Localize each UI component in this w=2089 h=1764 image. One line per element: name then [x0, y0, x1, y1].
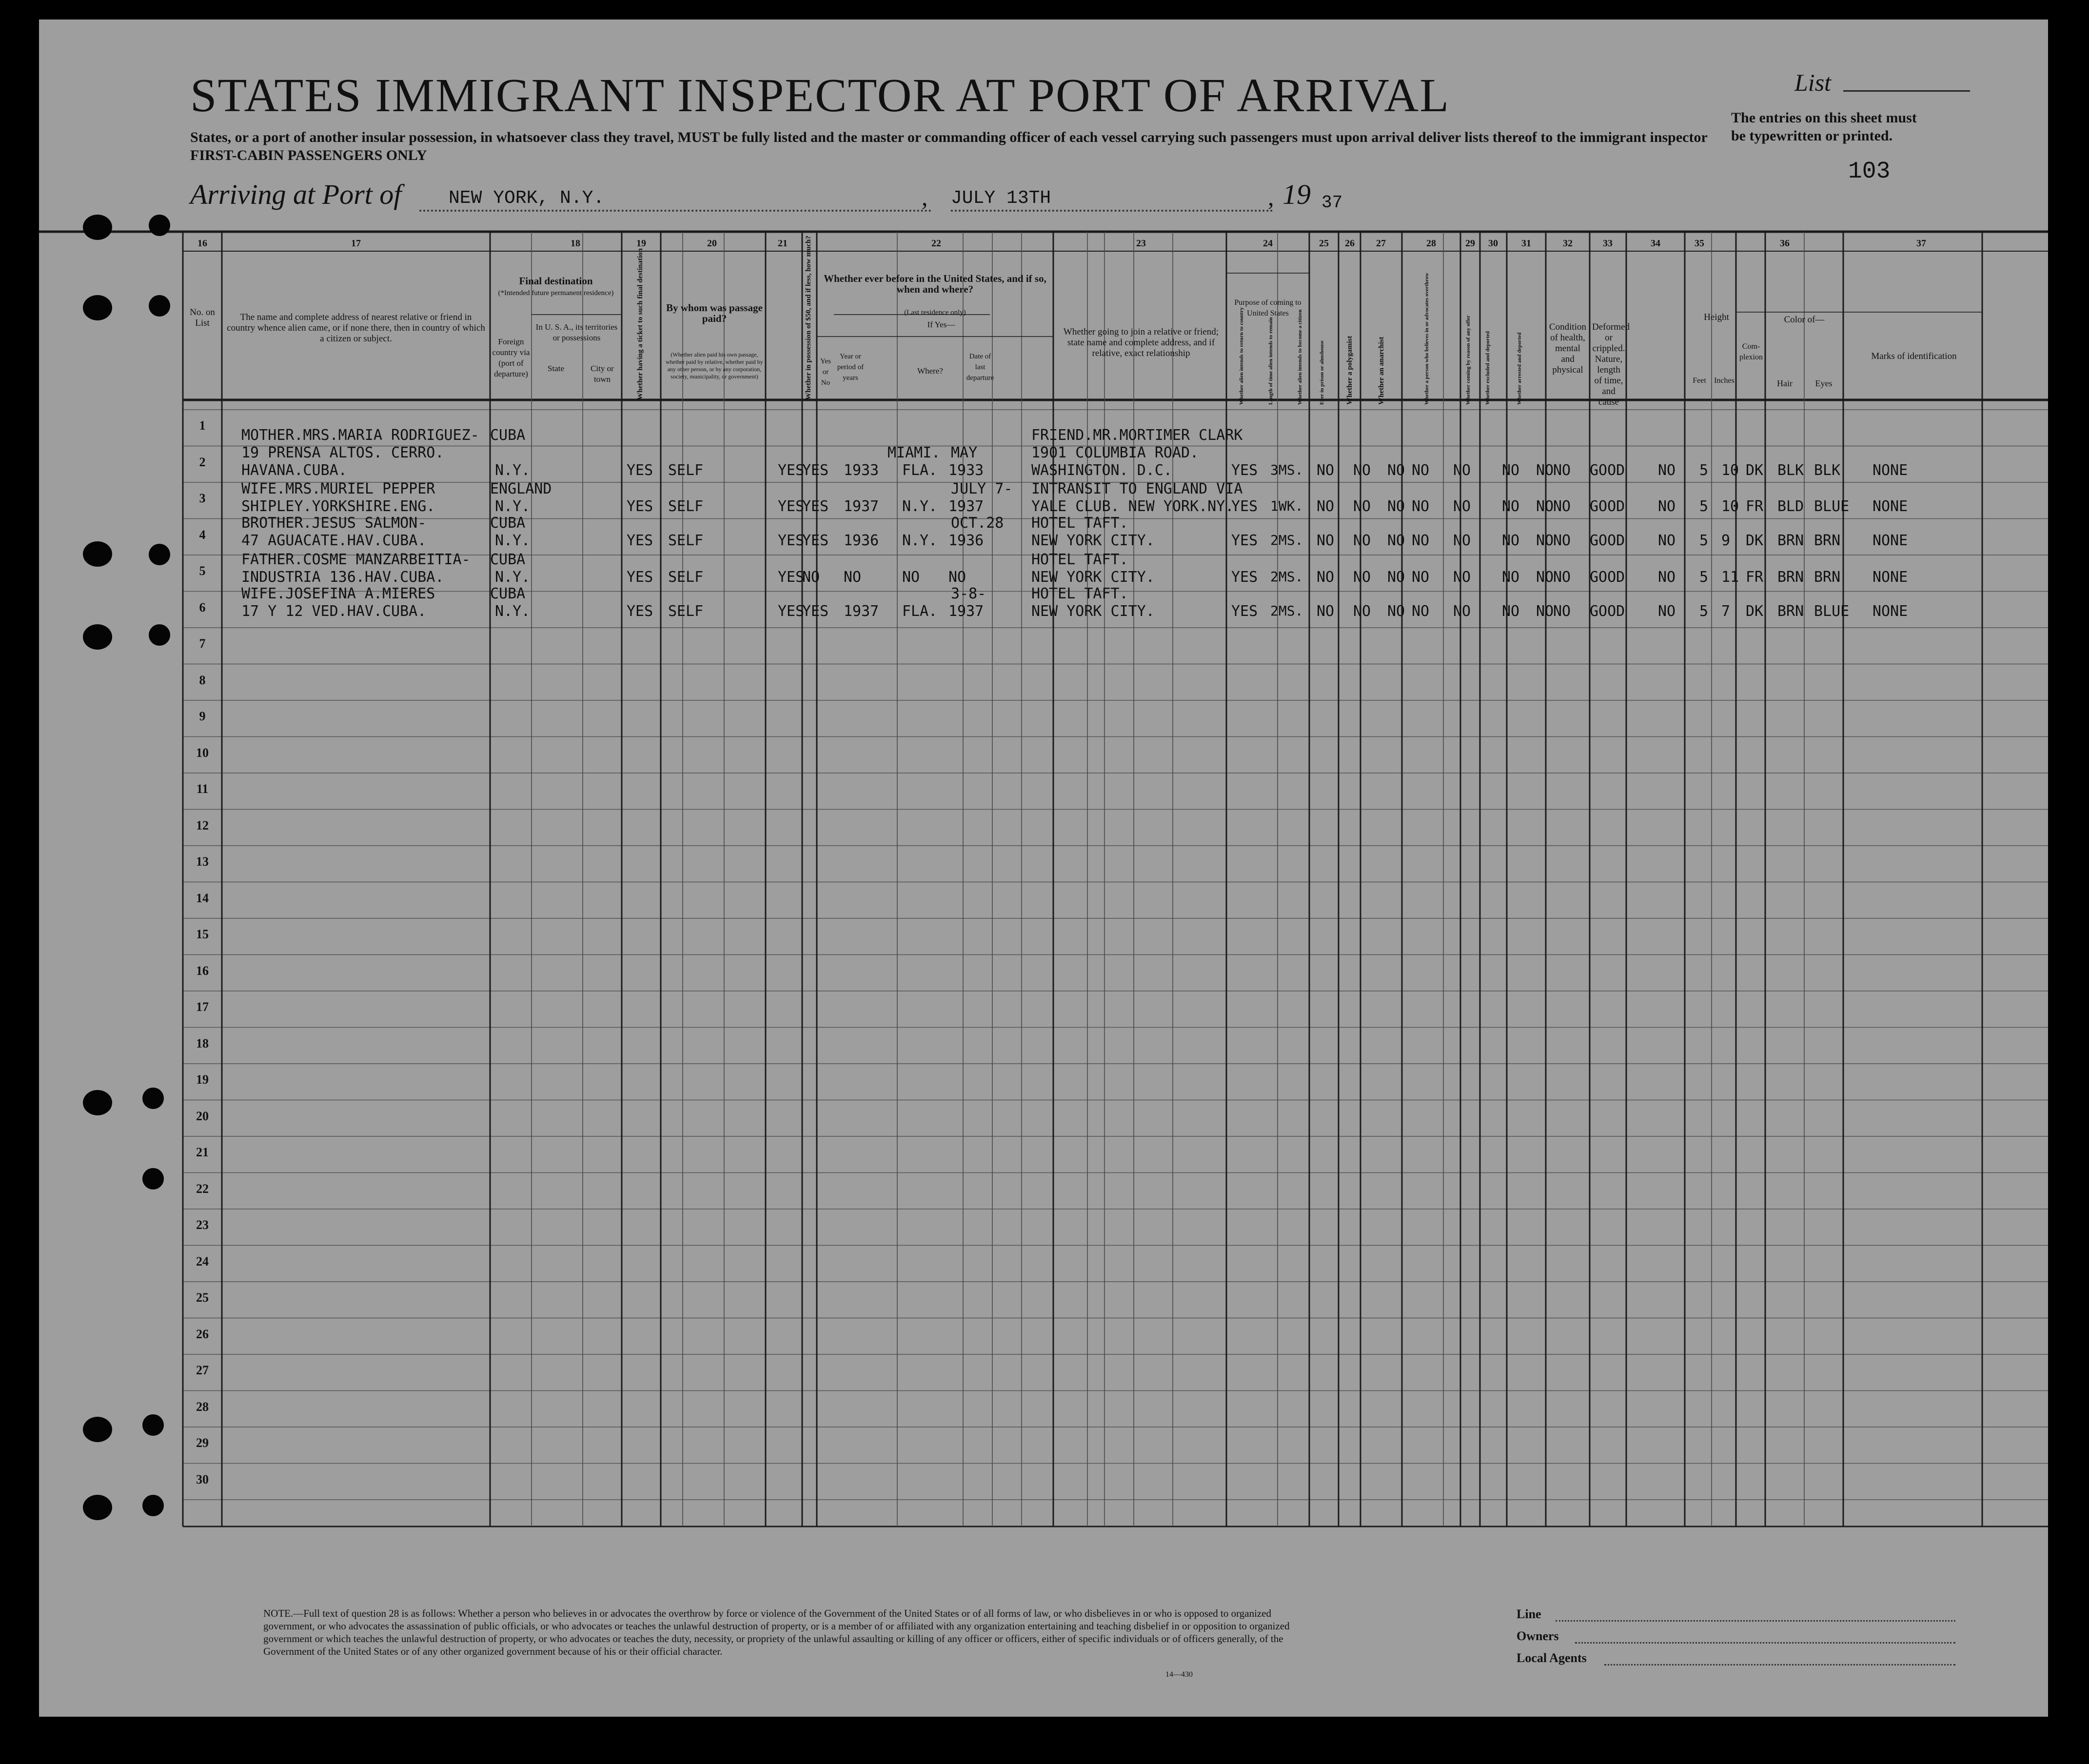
- cell-text: BRN: [1777, 532, 1804, 549]
- header-c35: Com-plexion: [1739, 342, 1763, 361]
- cell-text: NO: [1553, 532, 1571, 549]
- row-number: 22: [196, 1181, 209, 1196]
- cell-text: N.Y.: [902, 532, 938, 549]
- cell-text: NO: [1453, 462, 1471, 479]
- owners-dotted-field: [1575, 1642, 1955, 1644]
- cell-text: NO: [1536, 569, 1554, 586]
- cell-text: FRIEND.MR.MORTIMER CLARK: [1031, 427, 1243, 444]
- cell-text: BLD: [1777, 498, 1804, 515]
- row-number: 30: [196, 1472, 209, 1487]
- cell-text: 5: [1699, 462, 1709, 479]
- cell-text: DK: [1746, 603, 1764, 620]
- cell-text: GOOD: [1590, 498, 1625, 515]
- cell-text: WIFE.JOSEFINA A.MIERES: [241, 585, 435, 602]
- column-number-30: 30: [1488, 238, 1498, 249]
- cell-text: 1937: [948, 603, 984, 620]
- cell-text: MAY: [951, 444, 978, 461]
- row-number: 5: [199, 564, 206, 578]
- column-number-19: 19: [636, 238, 646, 249]
- column-number-25: 25: [1319, 238, 1329, 249]
- cell-text: NO: [1387, 603, 1405, 620]
- cell-text: SELF: [668, 532, 704, 549]
- cell-text: 1937: [948, 498, 984, 515]
- cell-text: NO: [1453, 603, 1471, 620]
- header-c22-sub: (Last residence only): [904, 309, 966, 317]
- cell-text: BLUE: [1814, 498, 1850, 515]
- row-number: 12: [196, 818, 209, 832]
- row-number: 3: [199, 491, 206, 505]
- header-c22-ifyes: If Yes—: [927, 320, 955, 329]
- cell-text: SELF: [668, 462, 704, 479]
- cell-text: NONE: [1872, 603, 1908, 620]
- row-number: 4: [199, 527, 206, 542]
- row-number: 13: [196, 854, 209, 869]
- header-c24-a: Whether alien intends to return to country: [1239, 307, 1244, 405]
- header-c32: Condition of health, mental and physical: [1549, 322, 1586, 375]
- cell-text: NO: [1658, 498, 1676, 515]
- header-c20: By whom was passage paid?: [666, 302, 763, 324]
- cell-text: NO: [1387, 569, 1405, 586]
- header-c34: Height: [1704, 312, 1729, 322]
- cell-text: HOTEL TAFT.: [1031, 515, 1128, 532]
- cell-text: 17 Y 12 VED.HAV.CUBA.: [241, 603, 427, 620]
- cell-text: NO: [902, 569, 920, 586]
- cell-text: 5: [1699, 498, 1709, 515]
- cell-text: GOOD: [1590, 569, 1625, 586]
- cell-text: NEW YORK CITY.: [1031, 569, 1155, 586]
- list-label: List: [1794, 69, 1832, 96]
- cell-text: YES: [627, 462, 653, 479]
- cell-text: 1937: [844, 498, 879, 515]
- cell-text: 11: [1721, 569, 1739, 586]
- cell-text: NONE: [1872, 569, 1908, 586]
- cell-text: SELF: [668, 569, 704, 586]
- cell-text: 10: [1721, 462, 1739, 479]
- cell-text: YES: [802, 498, 829, 515]
- cell-text: FR: [1746, 569, 1764, 586]
- cell-text: NO: [1658, 603, 1676, 620]
- cell-text: 1936: [948, 532, 984, 549]
- header-c25: Ever in prison or almshouse: [1319, 340, 1325, 405]
- column-number-35: 35: [1695, 238, 1704, 249]
- row-number: 23: [196, 1218, 209, 1232]
- cell-text: NO: [802, 569, 820, 586]
- cell-text: 5: [1699, 569, 1709, 586]
- cell-text: NO: [1412, 603, 1430, 620]
- page-title: STATES IMMIGRANT INSPECTOR AT PORT OF ARRIVAL: [190, 69, 1450, 122]
- cell-text: NO: [1412, 569, 1430, 586]
- cell-text: NO: [1502, 569, 1520, 586]
- cell-text: 1936: [844, 532, 879, 549]
- cell-text: YALE CLUB. NEW YORK.NY.: [1031, 498, 1234, 515]
- binder-hole: [149, 215, 170, 236]
- cell-text: SELF: [668, 498, 704, 515]
- row-number: 9: [199, 709, 206, 723]
- header-c23: Whether going to join a relative or friend; state name and complete address, and if relative, exact relationship: [1063, 327, 1219, 358]
- header-c18-usa: In U. S. A., its territories or possessions: [535, 322, 618, 342]
- header-c22-yesno: Yes or No: [820, 357, 831, 387]
- header-c22-where: Where?: [917, 366, 943, 376]
- owners-label: Owners: [1517, 1629, 1559, 1643]
- column-number-22: 22: [931, 238, 941, 249]
- cell-text: NO: [1317, 569, 1335, 586]
- cell-text: N.Y.: [495, 498, 531, 515]
- cell-text: DK: [1746, 462, 1764, 479]
- typewritten-note-line-1: The entries on this sheet must: [1731, 110, 1917, 126]
- cell-text: GOOD: [1590, 603, 1625, 620]
- column-number-31: 31: [1521, 238, 1531, 249]
- row-number: 25: [196, 1290, 209, 1305]
- cell-text: YES: [1231, 603, 1258, 620]
- cell-text: BRN: [1814, 532, 1841, 549]
- column-number-29: 29: [1465, 238, 1475, 249]
- cell-text: NO: [1353, 498, 1371, 515]
- column-number-26: 26: [1345, 238, 1355, 249]
- cell-text: YES: [627, 569, 653, 586]
- cell-text: ENGLAND: [490, 480, 552, 497]
- row-number: 7: [199, 636, 206, 651]
- cell-text: NONE: [1872, 462, 1908, 479]
- row-number: 15: [196, 927, 209, 941]
- header-c27: Whether an anarchist: [1378, 337, 1385, 405]
- row-number: 14: [196, 891, 209, 905]
- cell-text: 1933: [948, 462, 984, 479]
- list-number: 103: [1848, 159, 1891, 185]
- cell-text: NO: [1387, 532, 1405, 549]
- cell-text: NO: [1536, 462, 1554, 479]
- cell-text: NO: [1353, 603, 1371, 620]
- arriving-label: Arriving at Port of: [190, 178, 402, 210]
- column-number-34: 34: [1651, 238, 1660, 249]
- subtitle-line-2: FIRST-CABIN PASSENGERS ONLY: [190, 147, 427, 163]
- header-c20-sub: (Whether alien paid his own passage, whether paid by relative, whether paid by any other person, or by any corporation, society, municipality, or government): [666, 351, 763, 380]
- column-number-23: 23: [1136, 238, 1146, 249]
- row-number: 17: [196, 1000, 209, 1014]
- year-suffix: 37: [1321, 193, 1343, 213]
- cell-text: NO: [1387, 498, 1405, 515]
- cell-text: 5: [1699, 532, 1709, 549]
- column-number-33: 33: [1603, 238, 1613, 249]
- header-c18-city: City or town: [591, 364, 614, 384]
- binder-hole: [83, 541, 112, 567]
- cell-text: YES: [1231, 498, 1258, 515]
- row-number: 27: [196, 1363, 209, 1377]
- cell-text: 3-8-: [951, 585, 986, 602]
- column-number-37: 37: [1916, 238, 1926, 249]
- cell-text: NO: [1502, 532, 1520, 549]
- header-c36: Color of—: [1784, 315, 1825, 325]
- arrival-date: JULY 13TH: [951, 188, 1051, 209]
- cell-text: YES: [778, 603, 805, 620]
- binder-hole: [142, 1168, 164, 1189]
- cell-text: 7: [1721, 603, 1731, 620]
- column-number-24: 24: [1263, 238, 1273, 249]
- cell-text: BLK: [1814, 462, 1841, 479]
- cell-text: HAVANA.CUBA.: [241, 462, 347, 479]
- binder-hole: [83, 295, 112, 320]
- header-c24-c: Whether alien intends to become a citizen: [1297, 309, 1303, 405]
- cell-text: YES: [802, 603, 829, 620]
- header-c30: Whether excluded and deported: [1485, 331, 1491, 405]
- cell-text: NO: [1658, 569, 1676, 586]
- cell-text: YES: [778, 462, 805, 479]
- cell-text: NO: [1317, 498, 1335, 515]
- column-number-36: 36: [1780, 238, 1790, 249]
- cell-text: WASHINGTON. D.C.: [1031, 462, 1172, 479]
- cell-text: N.Y.: [495, 462, 531, 479]
- cell-text: GOOD: [1590, 532, 1625, 549]
- cell-text: INDUSTRIA 136.HAV.CUBA.: [241, 569, 444, 586]
- row-number: 24: [196, 1254, 209, 1268]
- cell-text: 47 AGUACATE.HAV.CUBA.: [241, 532, 427, 549]
- form-number: 14—430: [1165, 1670, 1193, 1679]
- cell-text: HOTEL TAFT.: [1031, 585, 1128, 602]
- cell-text: YES: [802, 532, 829, 549]
- cell-text: NEW YORK CITY.: [1031, 532, 1155, 549]
- column-number-20: 20: [707, 238, 717, 249]
- cell-text: CUBA: [490, 551, 526, 568]
- cell-text: NO: [1553, 603, 1571, 620]
- column-number-21: 21: [778, 238, 788, 249]
- row-number: 19: [196, 1072, 209, 1087]
- column-number-18: 18: [571, 238, 580, 249]
- cell-text: SELF: [668, 603, 704, 620]
- cell-text: DK: [1746, 532, 1764, 549]
- header-c22-date: Date of last departure: [966, 353, 994, 382]
- row-number: 2: [199, 455, 206, 469]
- row-number: 11: [196, 782, 209, 796]
- cell-text: HOTEL TAFT.: [1031, 551, 1128, 568]
- header-c18-state: State: [548, 364, 564, 373]
- header-c33: Deformed or crippled. Nature, length of time, and cause: [1592, 322, 1630, 407]
- question-28-note: NOTE.—Full text of question 28 is as follows: Whether a person who believes in or advocates the overthrow by force or violence of the Government of the United States or of all forms of law, or who disbelieves in or who is opposed to organized government, or who advocates the assassination of public officials, or who advocates or teaches the unlawful destruction of property, or is a member of or affiliated with any organization entertaining and teaching disbelief in or opposition to organized government or which teaches the unlawful destruction of property, or who advocates or teaches the duty, necessity, or propriety of the unlawful assaulting or killing of any officer or officers, either of specific individuals or of officers generally, of the Government of the United States or of any other organized government because of his or their official character.: [263, 1607, 1290, 1657]
- cell-text: NO: [1536, 603, 1554, 620]
- cell-text: WIFE.MRS.MURIEL PEPPER: [241, 480, 435, 497]
- row-number: 1: [199, 418, 206, 433]
- header-c36-eyes: Eyes: [1815, 378, 1833, 388]
- row-number: 21: [196, 1145, 209, 1159]
- cell-text: YES: [778, 498, 805, 515]
- cell-text: NO: [1353, 569, 1371, 586]
- port-value: NEW YORK, N.Y.: [449, 188, 605, 209]
- cell-text: NO: [1536, 532, 1554, 549]
- header-c22: Whether ever before in the United States, and if so, when and where?: [824, 273, 1046, 295]
- header-c24: Purpose of coming to United States: [1234, 298, 1301, 317]
- cell-text: INTRANSIT TO ENGLAND VIA: [1031, 480, 1243, 497]
- row-number: 29: [196, 1436, 209, 1450]
- cell-text: 1WK.: [1270, 498, 1303, 514]
- cell-text: MIAMI.: [887, 444, 941, 461]
- cell-text: NO: [1502, 603, 1520, 620]
- binder-hole: [83, 215, 112, 240]
- row-number: 26: [196, 1327, 209, 1341]
- binder-hole: [142, 1495, 164, 1516]
- comma-separator: ,: [1268, 183, 1274, 211]
- header-c29: Whether coming by reason of any offer: [1465, 315, 1471, 405]
- row-number: 28: [196, 1399, 209, 1414]
- row-number: 20: [196, 1109, 209, 1123]
- cell-text: YES: [627, 532, 653, 549]
- cell-text: N.Y.: [902, 498, 938, 515]
- header-c24-b: Length of time alien intends to remain: [1268, 317, 1274, 405]
- binder-hole: [83, 1090, 112, 1115]
- header-c36-hair: Hair: [1777, 378, 1793, 388]
- row-number: 16: [196, 963, 209, 978]
- cell-text: OCT.28: [951, 515, 1004, 532]
- cell-text: BROTHER.JESUS SALMON-: [241, 515, 427, 532]
- cell-text: NO: [1502, 498, 1520, 515]
- row-number: 8: [199, 673, 206, 687]
- cell-text: 19 PRENSA ALTOS. CERRO.: [241, 444, 444, 461]
- cell-text: NO: [1412, 532, 1430, 549]
- cell-text: NO: [1387, 462, 1405, 479]
- cell-text: NO: [1453, 569, 1471, 586]
- header-c19: Whether having a ticket to such final destination: [636, 248, 644, 400]
- line-dotted-field: [1556, 1620, 1955, 1622]
- row-number: 10: [196, 745, 209, 760]
- local-agents-label: Local Agents: [1517, 1651, 1587, 1665]
- cell-text: N.Y.: [495, 569, 531, 586]
- header-c26: Whether a polygamist: [1346, 336, 1354, 405]
- cell-text: 2MS.: [1270, 569, 1303, 585]
- cell-text: 2MS.: [1270, 603, 1303, 619]
- agents-dotted-field: [1604, 1664, 1955, 1665]
- header-c34-feet: Feet: [1693, 377, 1706, 385]
- cell-text: NO: [1412, 498, 1430, 515]
- cell-text: FLA.: [902, 462, 938, 479]
- cell-text: NO: [1317, 532, 1335, 549]
- column-number-28: 28: [1426, 238, 1436, 249]
- cell-text: YES: [627, 603, 653, 620]
- header-c17: The name and complete address of nearest relative or friend in country whence alien came, or if none there, then in country of which a citizen or subject.: [227, 312, 485, 344]
- binder-hole: [142, 1088, 164, 1109]
- cell-text: 5: [1699, 603, 1709, 620]
- cell-text: 3MS.: [1270, 462, 1303, 478]
- cell-text: BRN: [1777, 603, 1804, 620]
- cell-text: FR: [1746, 498, 1764, 515]
- cell-text: 1933: [844, 462, 879, 479]
- binder-hole: [83, 624, 112, 650]
- column-number-32: 32: [1563, 238, 1573, 249]
- header-c31: Whether arrested and deported: [1517, 332, 1522, 405]
- year-prefix: 19: [1282, 178, 1311, 210]
- cell-text: NO: [1658, 462, 1676, 479]
- cell-text: YES: [1231, 569, 1258, 586]
- cell-text: N.Y.: [495, 532, 531, 549]
- header-c18: Final destination: [519, 275, 593, 287]
- column-number-16: 16: [197, 238, 207, 249]
- cell-text: N.Y.: [495, 603, 531, 620]
- cell-text: 9: [1721, 532, 1731, 549]
- column-number-17: 17: [351, 238, 361, 249]
- cell-text: FLA.: [902, 603, 938, 620]
- cell-text: YES: [778, 569, 805, 586]
- header-c21: Whether in possession of $50, and if less, how much?: [805, 236, 812, 400]
- binder-hole: [142, 1414, 164, 1436]
- cell-text: NO: [1453, 498, 1471, 515]
- cell-text: NO: [1317, 462, 1335, 479]
- header-c37: Marks of identification: [1871, 351, 1957, 361]
- cell-text: 2MS.: [1270, 532, 1303, 548]
- cell-text: CUBA: [490, 427, 526, 444]
- cell-text: NO: [1553, 498, 1571, 515]
- header-c28: Whether a person who believes in or advocates overthrow: [1424, 273, 1430, 405]
- cell-text: NONE: [1872, 532, 1908, 549]
- header-c16: No. on List: [190, 307, 215, 328]
- header-c18-sub: (*Intended future permanent residence): [498, 289, 614, 297]
- cell-text: NO: [1658, 532, 1676, 549]
- cell-text: NO: [844, 569, 862, 586]
- cell-text: NO: [1453, 532, 1471, 549]
- cell-text: CUBA: [490, 515, 526, 532]
- cell-text: NO: [948, 569, 966, 586]
- cell-text: 10: [1721, 498, 1739, 515]
- cell-text: NO: [1553, 462, 1571, 479]
- cell-text: NO: [1502, 462, 1520, 479]
- cell-text: YES: [778, 532, 805, 549]
- cell-text: SHIPLEY.YORKSHIRE.ENG.: [241, 498, 435, 515]
- comma-separator: ,: [922, 183, 928, 211]
- cell-text: BRN: [1777, 569, 1804, 586]
- header-c18-foreign: Foreign country via (port of departure): [492, 337, 530, 378]
- cell-text: MOTHER.MRS.MARIA RODRIGUEZ-: [241, 427, 479, 444]
- manifest-sheet: [39, 20, 2048, 1717]
- cell-text: GOOD: [1590, 462, 1625, 479]
- row-number: 18: [196, 1036, 209, 1050]
- cell-text: NO: [1353, 532, 1371, 549]
- cell-text: BLK: [1777, 462, 1804, 479]
- cell-text: 1937: [844, 603, 879, 620]
- cell-text: 1901 COLUMBIA ROAD.: [1031, 444, 1199, 461]
- cell-text: YES: [1231, 462, 1258, 479]
- cell-text: NO: [1536, 498, 1554, 515]
- cell-text: YES: [627, 498, 653, 515]
- cell-text: NO: [1412, 462, 1430, 479]
- binder-hole: [83, 1495, 112, 1520]
- header-c22-year: Year or period of years: [837, 353, 864, 382]
- binder-hole: [149, 295, 170, 317]
- cell-text: JULY 7-: [951, 480, 1013, 497]
- cell-text: BRN: [1814, 569, 1841, 586]
- line-label: Line: [1517, 1607, 1541, 1621]
- header-c34-inches: Inches: [1714, 377, 1734, 385]
- cell-text: NO: [1317, 603, 1335, 620]
- cell-text: YES: [802, 462, 829, 479]
- row-number: 6: [199, 600, 206, 614]
- cell-text: FATHER.COSME MANZARBEITIA-: [241, 551, 471, 568]
- cell-text: BLUE: [1814, 603, 1850, 620]
- binder-hole: [149, 624, 170, 646]
- cell-text: NO: [1353, 462, 1371, 479]
- cell-text: NO: [1553, 569, 1571, 586]
- cell-text: NEW YORK CITY.: [1031, 603, 1155, 620]
- cell-text: YES: [1231, 532, 1258, 549]
- cell-text: NONE: [1872, 498, 1908, 515]
- binder-hole: [83, 1417, 112, 1442]
- cell-text: CUBA: [490, 585, 526, 602]
- binder-hole: [149, 544, 170, 565]
- typewritten-note-line-2: be typewritten or printed.: [1731, 128, 1893, 144]
- subtitle-line-1: States, or a port of another insular possession, in whatsoever class they travel, MUST be fully listed and the master or commanding officer of each vessel carrying such passengers must upon arrival deliver lists thereof to the immigrant inspector: [190, 129, 1708, 145]
- column-number-27: 27: [1376, 238, 1386, 249]
